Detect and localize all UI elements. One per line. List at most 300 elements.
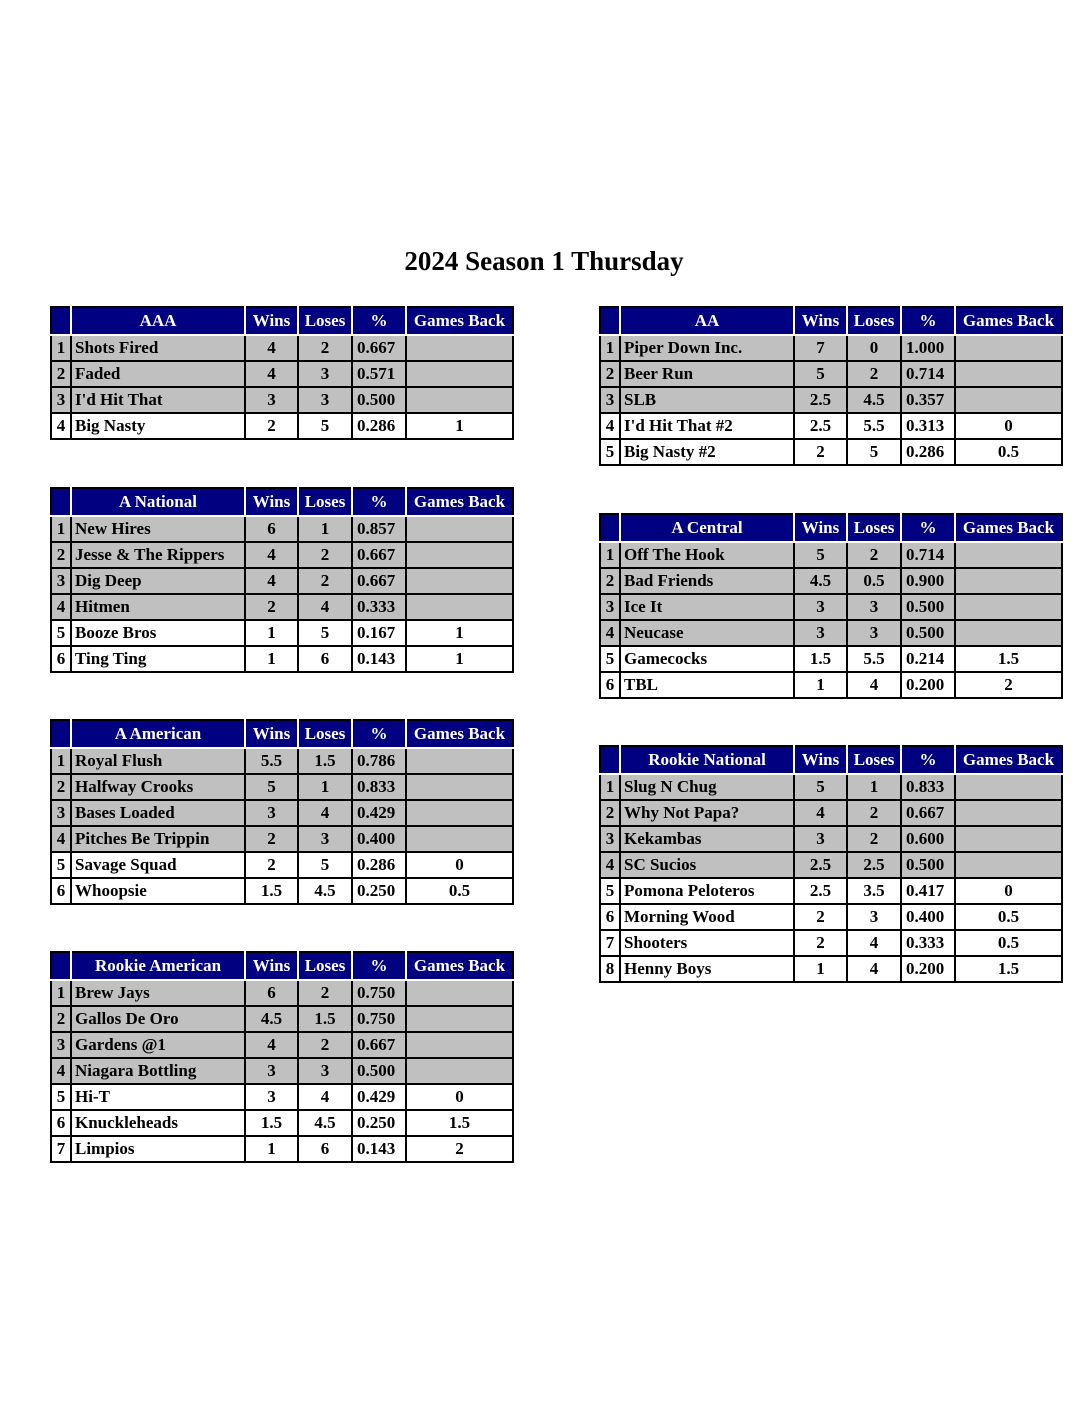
loses-cell: 3.5 [847, 878, 901, 904]
loses-cell: 2 [847, 542, 901, 568]
games-back-cell [955, 826, 1062, 852]
loses-cell: 2 [298, 335, 352, 361]
loses-cell: 5.5 [847, 413, 901, 439]
rank-cell: 4 [600, 413, 620, 439]
rank-cell: 1 [600, 774, 620, 800]
table-row [600, 904, 1062, 930]
team-name-cell: Ting Ting [71, 646, 245, 672]
table-row [51, 1058, 513, 1084]
loses-cell: 2 [298, 1032, 352, 1058]
loses-cell: 3 [298, 826, 352, 852]
wins-cell: 5 [245, 774, 298, 800]
header-row [51, 488, 513, 516]
team-name-cell: Why Not Papa? [620, 800, 794, 826]
pct-cell: 0.667 [352, 1032, 406, 1058]
games-back-cell: 1.5 [955, 956, 1062, 982]
loses-cell: 2 [847, 361, 901, 387]
loses-cell: 4 [298, 800, 352, 826]
team-name-cell: Big Nasty [71, 413, 245, 439]
games-back-cell: 0 [955, 413, 1062, 439]
games-back-header: Games Back [955, 746, 1062, 774]
rank-header [51, 952, 71, 980]
table-row [600, 774, 1062, 800]
team-name-cell: Henny Boys [620, 956, 794, 982]
table-row [600, 542, 1062, 568]
wins-cell: 5 [794, 361, 847, 387]
table-row [51, 878, 513, 904]
team-name-cell: Hitmen [71, 594, 245, 620]
table-row [600, 620, 1062, 646]
wins-cell: 4 [245, 542, 298, 568]
table-row [51, 826, 513, 852]
pct-cell: 0.333 [901, 930, 955, 956]
wins-cell: 4 [245, 1032, 298, 1058]
rank-cell: 8 [600, 956, 620, 982]
games-back-cell: 2 [955, 672, 1062, 698]
pct-header: % [352, 307, 406, 335]
wins-cell: 5.5 [245, 748, 298, 774]
team-name-cell: Hi-T [71, 1084, 245, 1110]
wins-header: Wins [794, 514, 847, 542]
rank-cell: 4 [51, 1058, 71, 1084]
pct-cell: 0.714 [901, 361, 955, 387]
rank-cell: 5 [600, 439, 620, 465]
header-row [51, 952, 513, 980]
loses-cell: 5 [298, 413, 352, 439]
table-row [51, 620, 513, 646]
wins-cell: 1 [245, 1136, 298, 1162]
games-back-cell [406, 361, 513, 387]
table-row [600, 387, 1062, 413]
games-back-cell [406, 335, 513, 361]
pct-cell: 0.500 [352, 387, 406, 413]
team-name-cell: Kekambas [620, 826, 794, 852]
team-name-cell: Big Nasty #2 [620, 439, 794, 465]
pct-cell: 0.400 [901, 904, 955, 930]
table-row [51, 748, 513, 774]
standings-table-a-national [50, 487, 514, 673]
wins-cell: 4 [245, 361, 298, 387]
rank-cell: 1 [51, 516, 71, 542]
wins-cell: 2.5 [794, 387, 847, 413]
loses-cell: 3 [847, 594, 901, 620]
games-back-header: Games Back [955, 514, 1062, 542]
table-row [51, 774, 513, 800]
table-row [600, 672, 1062, 698]
wins-cell: 2 [245, 826, 298, 852]
team-name-cell: Gamecocks [620, 646, 794, 672]
games-back-cell [955, 594, 1062, 620]
table-row [51, 594, 513, 620]
loses-cell: 2 [298, 980, 352, 1006]
team-name-cell: Slug N Chug [620, 774, 794, 800]
loses-cell: 1.5 [298, 1006, 352, 1032]
table-row [51, 800, 513, 826]
pct-cell: 0.667 [352, 542, 406, 568]
games-back-cell: 0 [955, 878, 1062, 904]
loses-cell: 4 [298, 594, 352, 620]
pct-cell: 0.429 [352, 800, 406, 826]
pct-cell: 0.900 [901, 568, 955, 594]
header-row [51, 720, 513, 748]
rank-cell: 1 [600, 542, 620, 568]
wins-cell: 4.5 [245, 1006, 298, 1032]
team-name-cell: SLB [620, 387, 794, 413]
loses-header: Loses [298, 307, 352, 335]
rank-header [600, 514, 620, 542]
loses-cell: 1.5 [298, 748, 352, 774]
loses-header: Loses [298, 952, 352, 980]
loses-cell: 5.5 [847, 646, 901, 672]
wins-cell: 1 [794, 956, 847, 982]
team-name-cell: I'd Hit That [71, 387, 245, 413]
rank-cell: 4 [51, 413, 71, 439]
table-row [51, 1032, 513, 1058]
table-row [600, 852, 1062, 878]
wins-cell: 2 [794, 904, 847, 930]
games-back-cell [955, 800, 1062, 826]
pct-cell: 0.214 [901, 646, 955, 672]
rank-cell: 7 [51, 1136, 71, 1162]
rank-cell: 3 [51, 1032, 71, 1058]
team-name-cell: Brew Jays [71, 980, 245, 1006]
table-row [600, 594, 1062, 620]
table-row [600, 361, 1062, 387]
rank-cell: 6 [51, 646, 71, 672]
table-row [51, 1084, 513, 1110]
team-name-cell: Halfway Crooks [71, 774, 245, 800]
loses-cell: 6 [298, 1136, 352, 1162]
pct-cell: 0.667 [901, 800, 955, 826]
rank-cell: 3 [51, 387, 71, 413]
division-name: A National [71, 488, 245, 516]
loses-cell: 4.5 [298, 1110, 352, 1136]
loses-cell: 0.5 [847, 568, 901, 594]
wins-header: Wins [245, 720, 298, 748]
games-back-cell [406, 594, 513, 620]
rank-cell: 4 [51, 594, 71, 620]
rank-cell: 2 [600, 568, 620, 594]
division-name: A American [71, 720, 245, 748]
table-row [600, 826, 1062, 852]
loses-cell: 5 [298, 852, 352, 878]
rank-cell: 5 [600, 878, 620, 904]
wins-cell: 1 [245, 646, 298, 672]
team-name-cell: Whoopsie [71, 878, 245, 904]
rank-cell: 2 [600, 361, 620, 387]
loses-cell: 2.5 [847, 852, 901, 878]
rank-cell: 1 [600, 335, 620, 361]
pct-header: % [352, 488, 406, 516]
wins-header: Wins [245, 952, 298, 980]
pct-cell: 0.143 [352, 1136, 406, 1162]
rank-cell: 4 [600, 852, 620, 878]
games-back-cell: 0 [406, 852, 513, 878]
pct-cell: 0.500 [901, 852, 955, 878]
pct-cell: 0.750 [352, 1006, 406, 1032]
table-row [51, 1110, 513, 1136]
wins-cell: 6 [245, 980, 298, 1006]
games-back-cell [955, 387, 1062, 413]
pct-cell: 0.167 [352, 620, 406, 646]
table-row [600, 800, 1062, 826]
table-row [600, 878, 1062, 904]
pct-cell: 0.750 [352, 980, 406, 1006]
team-name-cell: Gallos De Oro [71, 1006, 245, 1032]
team-name-cell: Beer Run [620, 361, 794, 387]
loses-cell: 5 [298, 620, 352, 646]
games-back-cell: 0.5 [955, 904, 1062, 930]
pct-cell: 0.500 [352, 1058, 406, 1084]
games-back-cell [955, 852, 1062, 878]
team-name-cell: TBL [620, 672, 794, 698]
division-name: AA [620, 307, 794, 335]
games-back-cell: 1.5 [955, 646, 1062, 672]
table-row [600, 956, 1062, 982]
team-name-cell: Limpios [71, 1136, 245, 1162]
table-row [600, 568, 1062, 594]
games-back-cell [406, 774, 513, 800]
rank-cell: 2 [600, 800, 620, 826]
loses-cell: 6 [298, 646, 352, 672]
pct-header: % [352, 720, 406, 748]
standings-table-a-american [50, 719, 514, 905]
standings-table-aa [599, 306, 1063, 466]
games-back-cell: 0.5 [955, 439, 1062, 465]
games-back-cell: 1.5 [406, 1110, 513, 1136]
team-name-cell: Dig Deep [71, 568, 245, 594]
pct-cell: 0.200 [901, 672, 955, 698]
rank-header [51, 307, 71, 335]
team-name-cell: New Hires [71, 516, 245, 542]
loses-cell: 3 [298, 1058, 352, 1084]
games-back-cell [955, 335, 1062, 361]
wins-header: Wins [245, 488, 298, 516]
wins-cell: 1 [245, 620, 298, 646]
loses-cell: 2 [298, 568, 352, 594]
games-back-cell [955, 361, 1062, 387]
wins-cell: 3 [794, 620, 847, 646]
loses-cell: 4.5 [298, 878, 352, 904]
team-name-cell: I'd Hit That #2 [620, 413, 794, 439]
team-name-cell: Savage Squad [71, 852, 245, 878]
wins-cell: 2 [794, 930, 847, 956]
pct-cell: 0.667 [352, 568, 406, 594]
wins-cell: 2.5 [794, 878, 847, 904]
games-back-cell: 1 [406, 413, 513, 439]
rank-cell: 6 [600, 904, 620, 930]
loses-header: Loses [847, 514, 901, 542]
wins-cell: 4 [245, 335, 298, 361]
games-back-cell [406, 516, 513, 542]
rank-header [51, 720, 71, 748]
games-back-cell [406, 1006, 513, 1032]
wins-header: Wins [245, 307, 298, 335]
rank-cell: 3 [600, 826, 620, 852]
standings-table-rookie-american [50, 951, 514, 1163]
rank-cell: 6 [51, 1110, 71, 1136]
pct-cell: 0.786 [352, 748, 406, 774]
rank-cell: 1 [51, 980, 71, 1006]
rank-cell: 5 [51, 852, 71, 878]
pct-cell: 0.313 [901, 413, 955, 439]
rank-cell: 7 [600, 930, 620, 956]
team-name-cell: Shooters [620, 930, 794, 956]
games-back-cell [955, 774, 1062, 800]
rank-cell: 3 [51, 800, 71, 826]
team-name-cell: Piper Down Inc. [620, 335, 794, 361]
games-back-cell [406, 1058, 513, 1084]
rank-cell: 4 [51, 826, 71, 852]
loses-cell: 1 [847, 774, 901, 800]
pct-cell: 0.286 [352, 852, 406, 878]
games-back-header: Games Back [406, 720, 513, 748]
games-back-header: Games Back [406, 488, 513, 516]
table-row [600, 439, 1062, 465]
loses-cell: 4.5 [847, 387, 901, 413]
games-back-cell [955, 620, 1062, 646]
pct-cell: 0.400 [352, 826, 406, 852]
wins-cell: 4 [245, 568, 298, 594]
pct-cell: 1.000 [901, 335, 955, 361]
loses-cell: 4 [847, 930, 901, 956]
loses-cell: 3 [298, 387, 352, 413]
loses-cell: 5 [847, 439, 901, 465]
loses-header: Loses [847, 746, 901, 774]
rank-cell: 6 [600, 672, 620, 698]
team-name-cell: Bases Loaded [71, 800, 245, 826]
team-name-cell: Shots Fired [71, 335, 245, 361]
rank-cell: 3 [600, 387, 620, 413]
pct-cell: 0.571 [352, 361, 406, 387]
team-name-cell: Jesse & The Rippers [71, 542, 245, 568]
loses-cell: 4 [298, 1084, 352, 1110]
table-row [51, 361, 513, 387]
loses-header: Loses [847, 307, 901, 335]
table-row [51, 335, 513, 361]
wins-cell: 3 [794, 594, 847, 620]
team-name-cell: Off The Hook [620, 542, 794, 568]
pct-cell: 0.600 [901, 826, 955, 852]
wins-header: Wins [794, 307, 847, 335]
team-name-cell: Royal Flush [71, 748, 245, 774]
games-back-cell [406, 800, 513, 826]
loses-cell: 4 [847, 672, 901, 698]
wins-cell: 3 [794, 826, 847, 852]
wins-cell: 1 [794, 672, 847, 698]
team-name-cell: Bad Friends [620, 568, 794, 594]
team-name-cell: Faded [71, 361, 245, 387]
loses-cell: 3 [298, 361, 352, 387]
wins-cell: 4 [794, 800, 847, 826]
division-name: Rookie American [71, 952, 245, 980]
pct-header: % [901, 307, 955, 335]
pct-cell: 0.333 [352, 594, 406, 620]
loses-cell: 3 [847, 620, 901, 646]
rank-cell: 3 [51, 568, 71, 594]
header-row [600, 307, 1062, 335]
rank-cell: 1 [51, 335, 71, 361]
pct-header: % [901, 514, 955, 542]
rank-cell: 1 [51, 748, 71, 774]
wins-cell: 2.5 [794, 852, 847, 878]
rank-header [51, 488, 71, 516]
table-row [600, 646, 1062, 672]
games-back-cell: 1 [406, 646, 513, 672]
table-row [600, 930, 1062, 956]
table-row [51, 516, 513, 542]
wins-cell: 3 [245, 800, 298, 826]
games-back-cell [955, 568, 1062, 594]
loses-header: Loses [298, 488, 352, 516]
team-name-cell: Neucase [620, 620, 794, 646]
standings-table-aaa [50, 306, 514, 440]
loses-cell: 4 [847, 956, 901, 982]
rank-cell: 2 [51, 774, 71, 800]
pct-cell: 0.143 [352, 646, 406, 672]
pct-cell: 0.667 [352, 335, 406, 361]
team-name-cell: Morning Wood [620, 904, 794, 930]
pct-cell: 0.200 [901, 956, 955, 982]
pct-cell: 0.250 [352, 1110, 406, 1136]
table-row [600, 413, 1062, 439]
table-row [51, 1006, 513, 1032]
table-row [51, 568, 513, 594]
pct-cell: 0.357 [901, 387, 955, 413]
wins-cell: 5 [794, 774, 847, 800]
team-name-cell: SC Sucios [620, 852, 794, 878]
page-title: 2024 Season 1 Thursday [404, 246, 684, 276]
rank-cell: 5 [600, 646, 620, 672]
wins-cell: 5 [794, 542, 847, 568]
wins-cell: 3 [245, 1058, 298, 1084]
games-back-cell [406, 748, 513, 774]
games-back-header: Games Back [406, 307, 513, 335]
pct-cell: 0.286 [352, 413, 406, 439]
wins-cell: 1.5 [245, 878, 298, 904]
header-row [600, 514, 1062, 542]
table-row [51, 542, 513, 568]
rank-cell: 5 [51, 1084, 71, 1110]
games-back-header: Games Back [406, 952, 513, 980]
games-back-cell: 0.5 [955, 930, 1062, 956]
team-name-cell: Knuckleheads [71, 1110, 245, 1136]
games-back-cell: 0 [406, 1084, 513, 1110]
pct-cell: 0.857 [352, 516, 406, 542]
games-back-header: Games Back [955, 307, 1062, 335]
header-row [600, 746, 1062, 774]
loses-cell: 2 [298, 542, 352, 568]
games-back-cell [406, 1032, 513, 1058]
table-row [51, 852, 513, 878]
pct-cell: 0.833 [352, 774, 406, 800]
games-back-cell [955, 542, 1062, 568]
standings-table-a-central [599, 513, 1063, 699]
loses-header: Loses [298, 720, 352, 748]
games-back-cell: 0.5 [406, 878, 513, 904]
pct-cell: 0.250 [352, 878, 406, 904]
wins-cell: 4.5 [794, 568, 847, 594]
pct-cell: 0.500 [901, 620, 955, 646]
wins-cell: 1.5 [245, 1110, 298, 1136]
wins-header: Wins [794, 746, 847, 774]
pct-header: % [901, 746, 955, 774]
table-row [51, 1136, 513, 1162]
rank-cell: 6 [51, 878, 71, 904]
wins-cell: 7 [794, 335, 847, 361]
table-row [51, 387, 513, 413]
games-back-cell [406, 542, 513, 568]
